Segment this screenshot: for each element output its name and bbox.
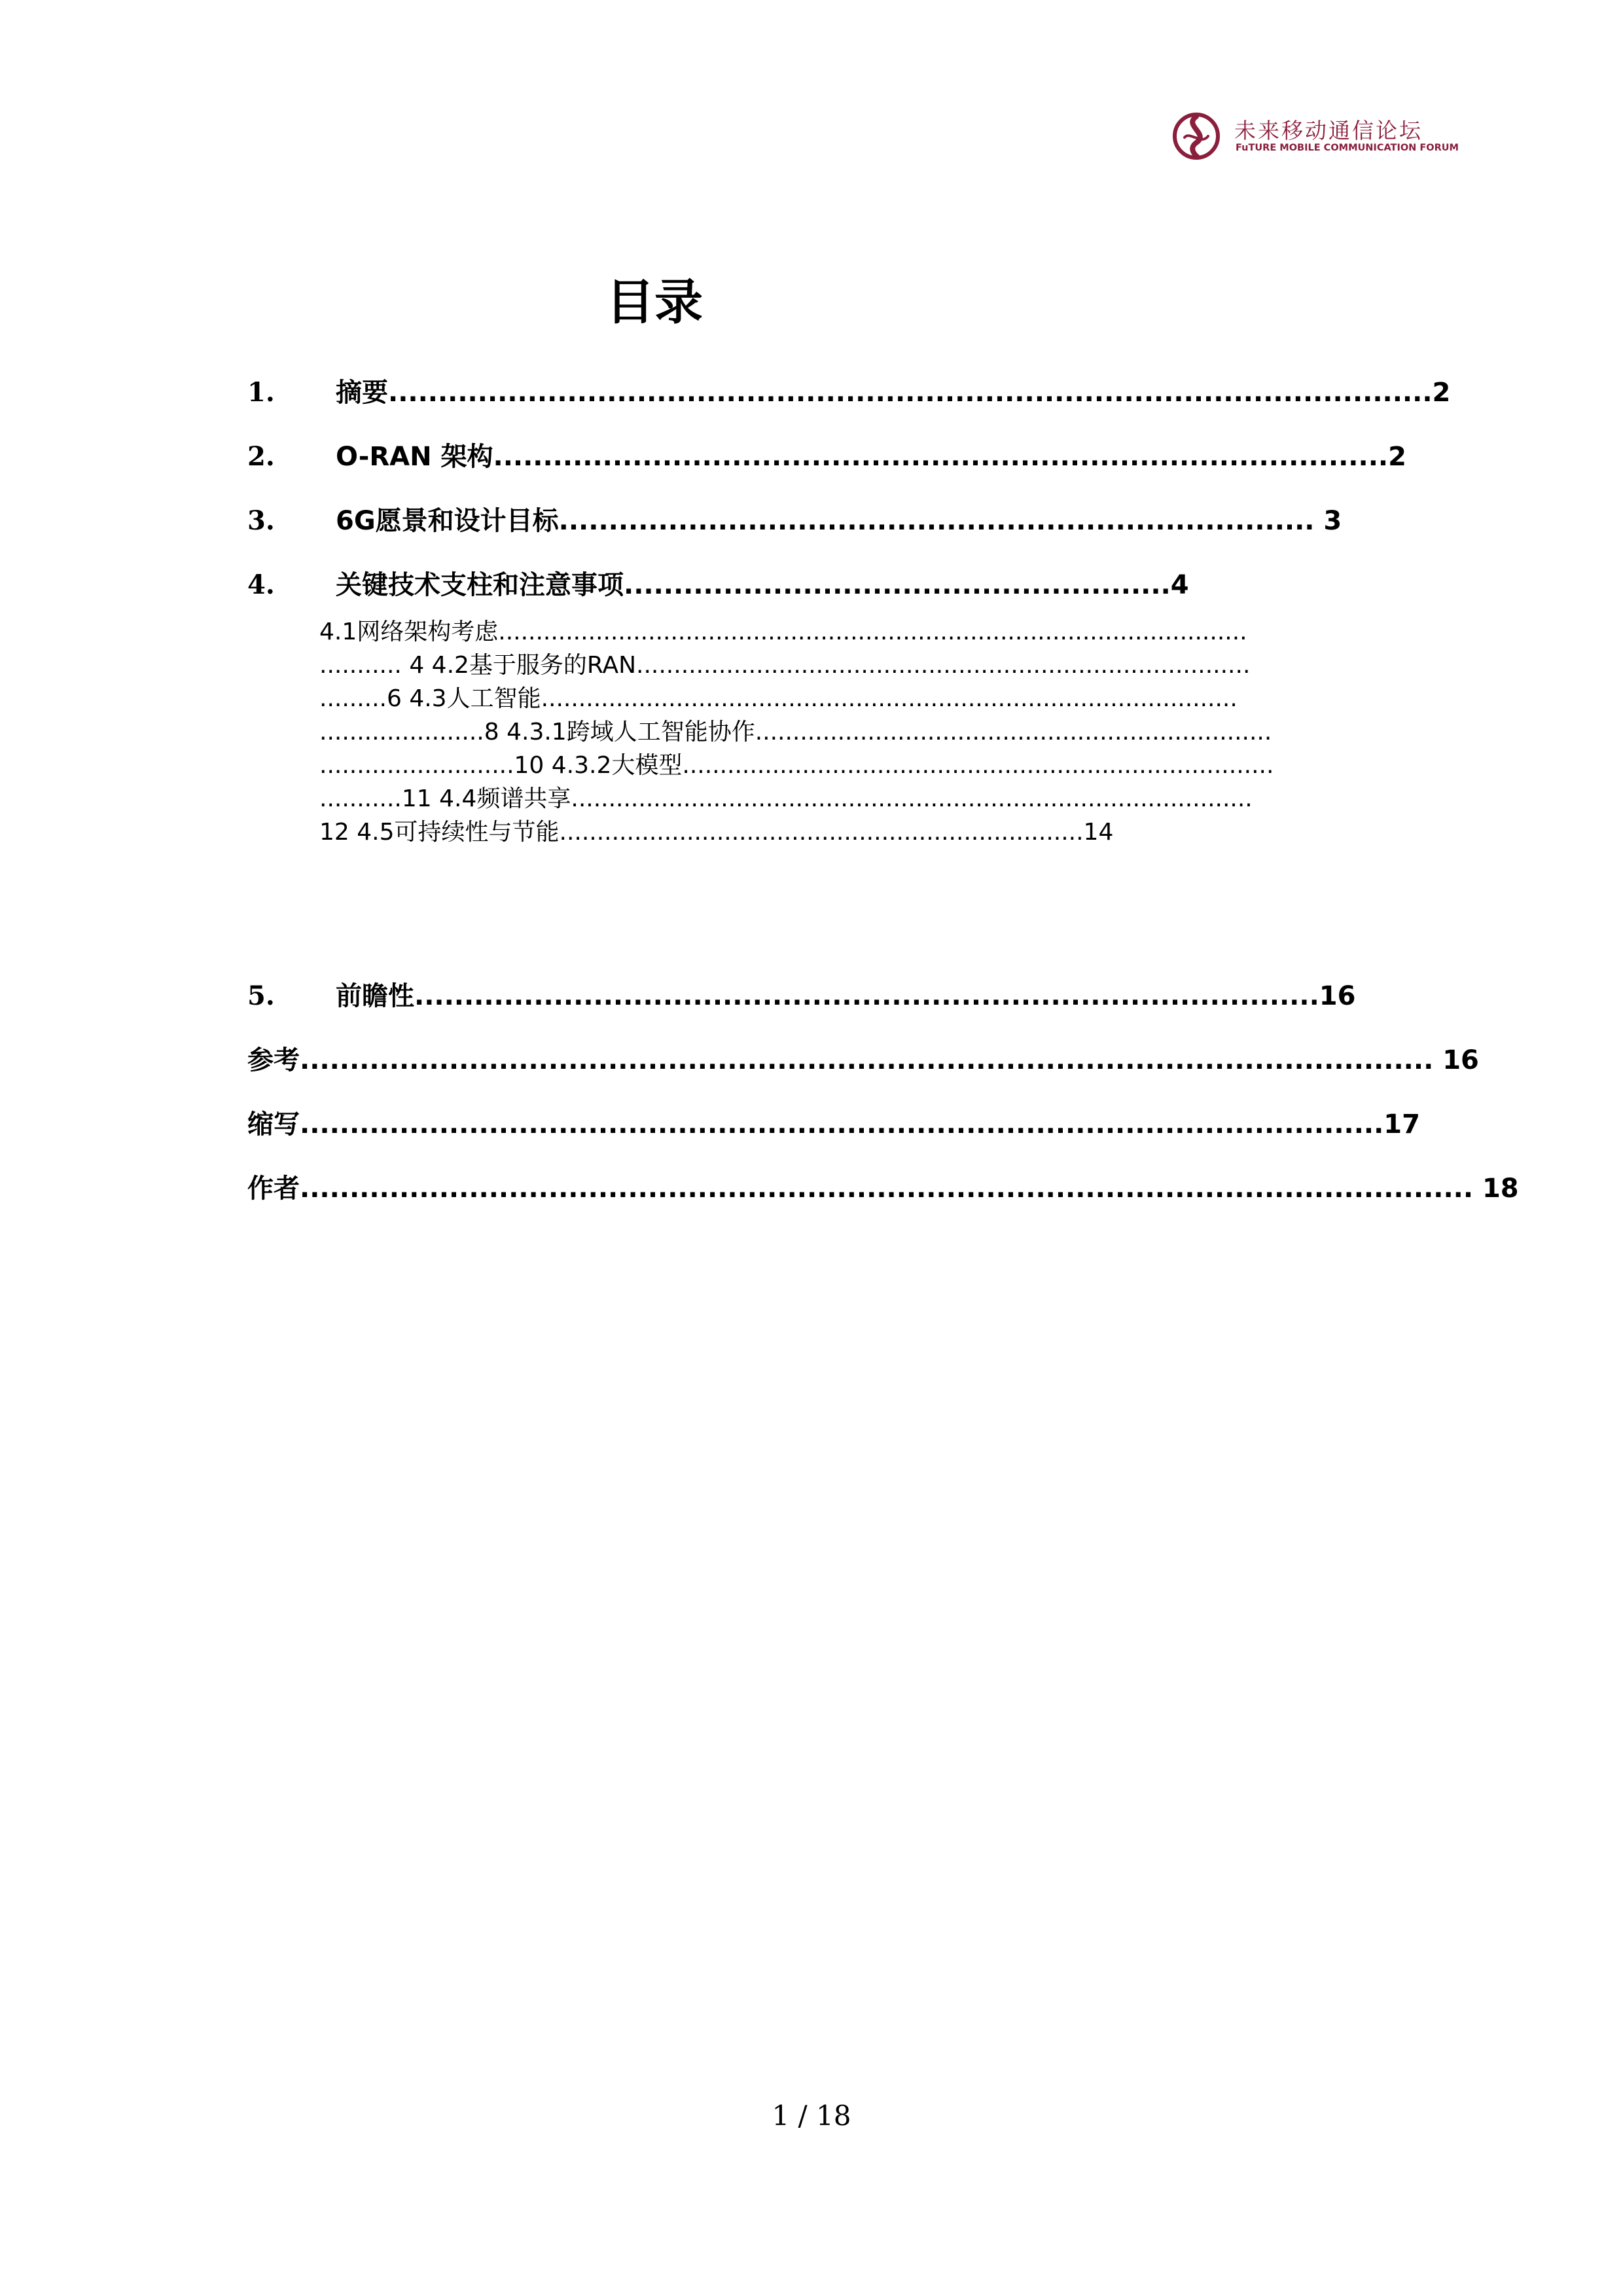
toc-subsections [319, 615, 1380, 849]
toc-entry-number: 4. [247, 569, 275, 600]
toc-authors[interactable]: 作者...................................................................................................................... 18 [247, 1174, 1519, 1204]
toc-references[interactable]: 参考.................................................................................................................. 16 [247, 1045, 1479, 1075]
toc-entry-number: 3. [247, 505, 275, 536]
toc-entry-3[interactable] [247, 503, 1342, 539]
forum-logo [1171, 111, 1459, 164]
toc-entry-2[interactable] [247, 439, 1406, 475]
toc-entry-number: 1. [247, 377, 275, 408]
toc-entry-text: O-RAN 架构..........................................................................................2 [336, 442, 1406, 472]
logo-english-name: FuTURE MOBILE COMMUNICATION FORUM [1236, 143, 1459, 153]
toc-entry-1[interactable] [247, 374, 1451, 411]
toc-sub-line[interactable]: .........6 4.3人工智能............................................................................................. [319, 685, 1238, 712]
page-number: 1 / 18 [772, 2100, 851, 2132]
toc-sub-line[interactable]: 12 4.5可持续性与节能......................................................................14 [319, 819, 1114, 846]
toc-entry-text: 关键技术支柱和注意事项.......................................................4 [336, 570, 1189, 600]
swirl-logo-icon [1171, 111, 1221, 161]
toc-entry-text: 6G愿景和设计目标............................................................................ 3 [336, 506, 1342, 536]
toc-entry-5[interactable] [247, 978, 1356, 1014]
toc-sub-line[interactable]: ........... 4 4.2基于服务的RAN.................................................................................. [319, 652, 1251, 679]
toc-entry-number: 5. [247, 980, 275, 1011]
toc-sub-line[interactable]: ..........................10 4.3.2大模型............................................................................... [319, 752, 1274, 779]
toc-entry-text: 摘要.........................................................................................................2 [336, 378, 1451, 408]
toc-sub-line[interactable]: ...........11 4.4频谱共享........................................................................................... [319, 785, 1253, 812]
toc-entry-text: 前瞻性...........................................................................................16 [336, 981, 1356, 1011]
toc-entry-number: 2. [247, 441, 275, 472]
toc-sub-line[interactable]: 4.1网络架构考虑.................................................................................................... [319, 619, 1247, 645]
toc-abbreviations[interactable]: 缩写.............................................................................................................17 [247, 1109, 1420, 1139]
toc-title: 目录 [606, 274, 703, 331]
toc-entry-4[interactable] [247, 567, 1327, 603]
toc-sub-line[interactable]: ......................8 4.3.1跨域人工智能协作..................................................................... [319, 719, 1272, 745]
logo-chinese-name: 未来移动通信论坛 [1234, 118, 1423, 143]
